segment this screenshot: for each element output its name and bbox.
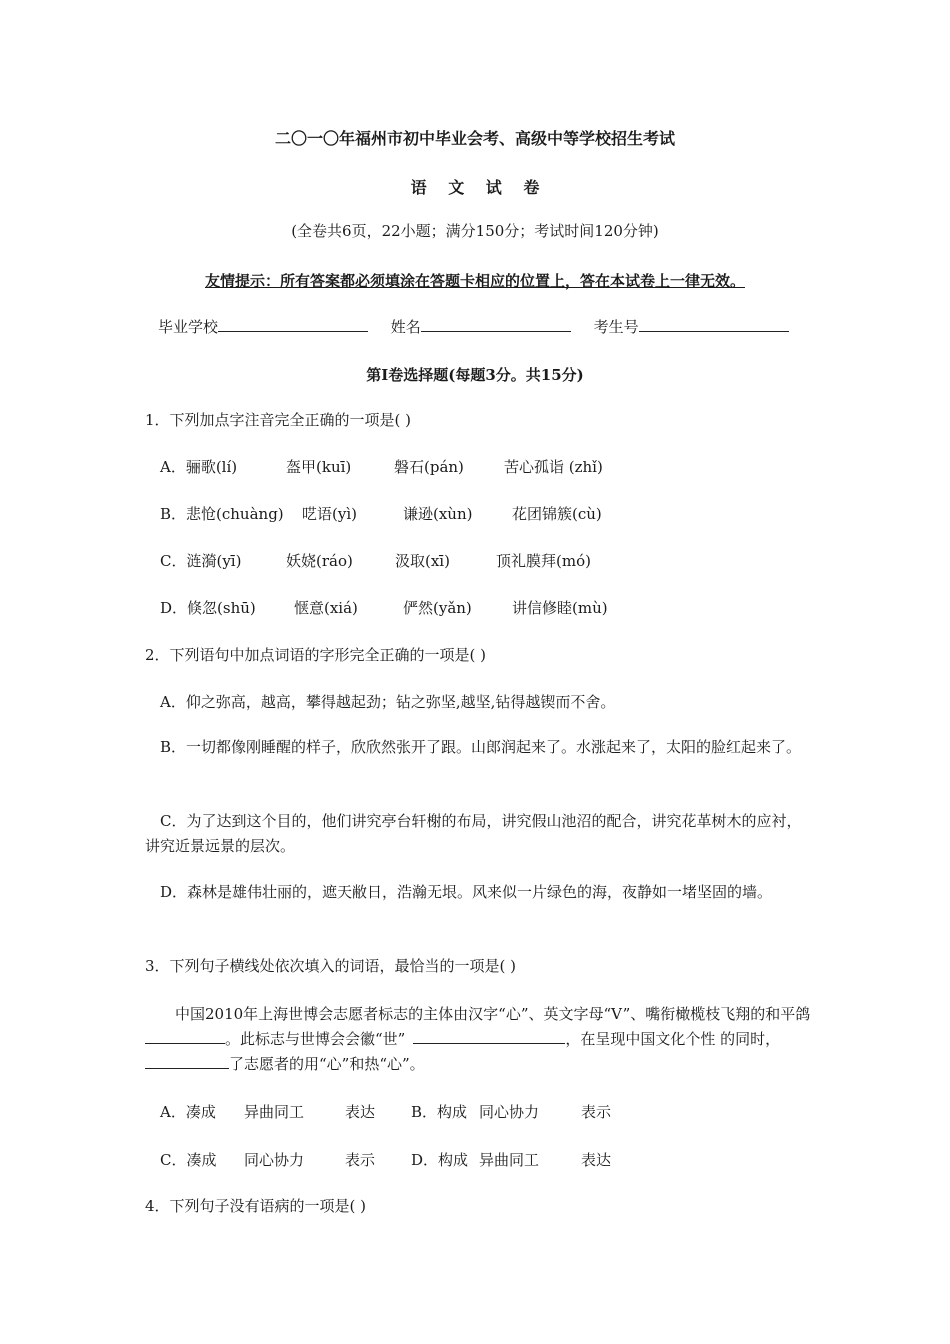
q1-b-3: 谦逊(xùn): [403, 505, 473, 523]
q1-option-b: [160, 503, 602, 524]
name-label: 姓名: [390, 318, 421, 336]
q3-blank-2[interactable]: [413, 1029, 565, 1044]
school-label: 毕业学校: [158, 318, 219, 336]
name-field[interactable]: [421, 317, 571, 332]
student-fields: [158, 316, 789, 337]
q3-r1-5: 同心协力: [479, 1103, 540, 1121]
question-2-stem: 2．下列语句中加点词语的字形完全正确的一项是( ): [145, 646, 487, 664]
question-1-stem: 1．下列加点字注音完全正确的一项是( ): [145, 411, 412, 429]
school-field[interactable]: [218, 317, 368, 332]
q3-passage: [145, 1002, 813, 1077]
q3-blank-1[interactable]: [145, 1029, 225, 1044]
q1-a-4: 苦心孤诣 (zhǐ): [504, 458, 603, 476]
q1-option-a: [160, 456, 603, 477]
question-3-stem: 3．下列句子横线处依次填入的词语，最恰当的一项是( ): [145, 957, 517, 975]
q2-option-d: D．森林是雄伟壮丽的，遮天敝日，浩瀚无垠。风来似一片绿色的海，夜静如一堵坚固的墙。: [160, 883, 773, 901]
q3-r2-4: D．构成: [411, 1151, 469, 1169]
q1-b-2: 呓语(yì): [302, 505, 357, 523]
q1-c-3: 汲取(xī): [395, 552, 450, 570]
q1-c-2: 妖娆(ráo): [286, 552, 353, 570]
q1-a-3: 磐石(pán): [394, 458, 464, 476]
q3-r1-6: 表示: [581, 1103, 612, 1121]
subject-title: [0, 175, 950, 198]
q3-passage-b: 。此标志与世博会会徽“世”: [225, 1030, 406, 1048]
q2-option-c: C．为了达到这个目的，他们讲究亭台轩榭的布局，讲究假山池沼的配合，讲究花革树木的应衬，讲究近景远景的层次。: [145, 812, 802, 855]
q1-c-4: 顶礼膜拜(mó): [496, 552, 591, 570]
q1-c-1: C．涟漪(yī): [160, 552, 242, 570]
q2-option-a: A．仰之弥高，越高，攀得越起劲；钻之弥坚,越坚,钻得越锲而不舍。: [160, 693, 616, 711]
q1-option-c: [160, 550, 591, 571]
q3-r1-1: A．凑成: [160, 1103, 216, 1121]
q3-passage-a: 中国2010年上海世博会志愿者标志的主体由汉字“心”、英文字母“V”、嘴衔橄榄枝飞翔的和平鸽: [175, 1005, 811, 1023]
id-label: 考生号: [593, 318, 639, 336]
q1-d-2: 惬意(xiá): [294, 599, 358, 617]
q1-b-1: B．悲怆(chuàng): [160, 505, 284, 523]
q3-passage-c: ，在呈现中国文化个性 的同时，: [565, 1030, 781, 1048]
q3-r1-4: B．构成: [411, 1103, 468, 1121]
q1-b-4: 花团锦簇(cù): [512, 505, 602, 523]
subject-char: 语: [410, 178, 427, 197]
q3-blank-3[interactable]: [145, 1054, 229, 1069]
q1-a-2: 盔甲(kuī): [286, 458, 352, 476]
q3-passage-d: 了志愿者的用“心”和热“心”。: [229, 1055, 425, 1073]
q3-r2-3: 表示: [345, 1151, 376, 1169]
section-title: 第Ⅰ卷选择题(每题3分。共15分): [366, 366, 584, 384]
q3-r2-2: 同心协力: [244, 1151, 305, 1169]
subject-char: 试: [485, 178, 502, 197]
subject-char: 卷: [523, 178, 540, 197]
q2-option-b: B．一切都像刚睡醒的样子，欣欣然张开了跟。山郎润起来了。水涨起来了，太阳的脸红起来了。: [160, 738, 802, 756]
exam-title: 二〇一〇年福州市初中毕业会考、高级中等学校招生考试: [274, 129, 675, 148]
q1-d-1: D．倏忽(shū): [160, 599, 256, 617]
q3-options-row-1: [160, 1101, 611, 1122]
notice: 友情提示：所有答案都必须填涂在答题卡相应的位置上，答在本试卷上一律无效。: [204, 272, 745, 290]
subject-char: 文: [448, 178, 465, 197]
q3-r1-3: 表达: [345, 1103, 376, 1121]
q3-r2-5: 异曲同工: [479, 1151, 540, 1169]
q3-r2-1: C．凑成: [160, 1151, 217, 1169]
q3-r2-6: 表达: [581, 1151, 612, 1169]
id-field[interactable]: [639, 317, 789, 332]
q1-d-4: 讲信修睦(mù): [512, 599, 608, 617]
q1-a-1: A．骊歌(lí): [160, 458, 238, 476]
exam-info: (全卷共6页，22小题；满分150分；考试时间120分钟): [291, 222, 659, 240]
question-4-stem: 4．下列句子没有语病的一项是( ): [145, 1197, 367, 1215]
q1-option-d: [160, 597, 608, 618]
q3-r1-2: 异曲同工: [244, 1103, 305, 1121]
q3-options-row-2: [160, 1149, 611, 1170]
q1-d-3: 俨然(yǎn): [403, 599, 472, 617]
